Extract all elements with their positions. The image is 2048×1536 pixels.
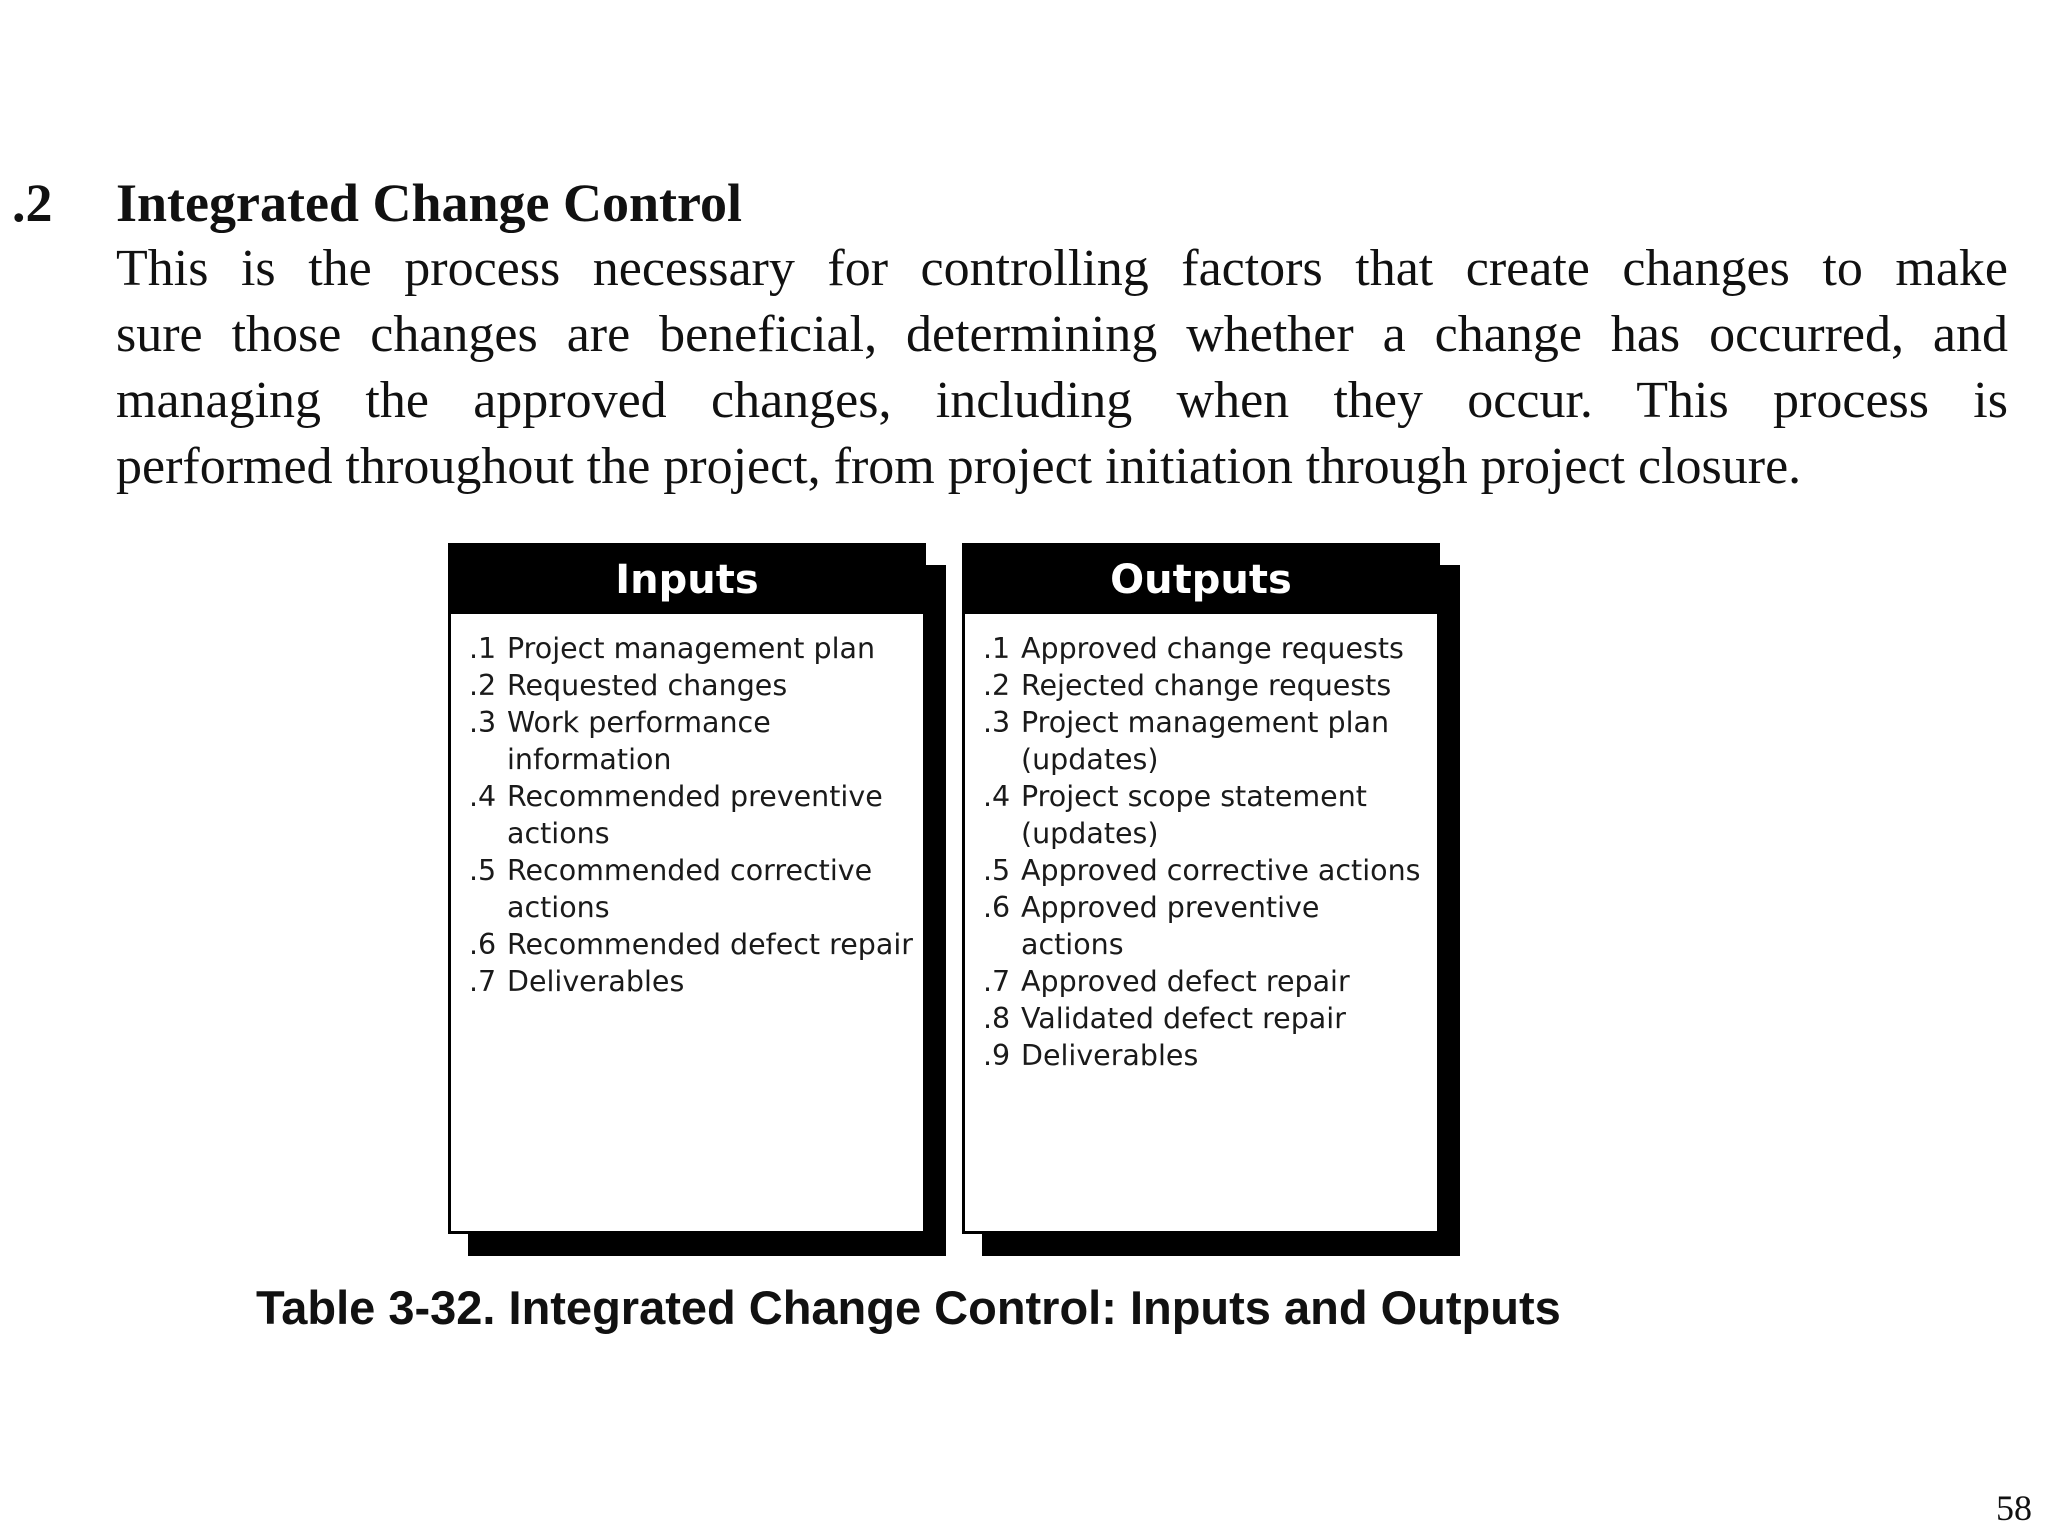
item-text: Deliverables: [507, 965, 685, 998]
paragraph-line: managing the approved changes, including when they occur. This process is: [116, 372, 2008, 429]
list-item: [469, 852, 923, 926]
item-text: Work performance information: [507, 706, 771, 776]
item-text: Approved change requests: [1021, 632, 1404, 665]
item-text: Project management plan (updates): [1021, 706, 1390, 776]
item-text: Rejected change requests: [1021, 669, 1392, 702]
list-item: [983, 963, 1437, 1000]
inputs-header: Inputs: [451, 546, 923, 614]
list-item: [983, 889, 1437, 963]
list-item: [983, 1000, 1437, 1037]
paragraph-line: sure those changes are beneficial, determining whether a change has occurred, and: [116, 306, 2008, 363]
table-caption: Table 3-32. Integrated Change Control: Inputs and Outputs: [256, 1281, 1561, 1334]
section-number: .2: [12, 173, 53, 233]
item-text: Project management plan: [507, 632, 876, 665]
list-item: [469, 704, 923, 778]
list-item: [983, 630, 1437, 667]
item-number: .1: [469, 632, 497, 665]
section-title: Integrated Change Control: [116, 173, 742, 233]
item-number: .2: [983, 669, 1011, 702]
item-text: Deliverables: [1021, 1039, 1199, 1072]
list-item: [469, 926, 923, 963]
item-number: .5: [983, 854, 1011, 887]
list-item: [983, 852, 1437, 889]
paragraph-line: This is the process necessary for controlling factors that create changes to make: [116, 240, 2008, 297]
item-number: .6: [469, 928, 497, 961]
item-number: .4: [983, 780, 1011, 813]
item-text: Approved preventive actions: [1021, 891, 1320, 961]
item-number: .5: [469, 854, 497, 887]
outputs-list: [965, 614, 1437, 1074]
item-text: Project scope statement (updates): [1021, 780, 1367, 850]
item-number: .2: [469, 669, 497, 702]
item-text: Recommended corrective actions: [507, 854, 873, 924]
item-number: .3: [469, 706, 497, 739]
item-text: Approved corrective actions: [1021, 854, 1421, 887]
list-item: [469, 778, 923, 852]
paragraph-line: performed throughout the project, from project initiation through project closure.: [116, 438, 1802, 495]
list-item: [983, 778, 1437, 852]
list-item: [983, 667, 1437, 704]
item-text: Requested changes: [507, 669, 788, 702]
item-number: .7: [983, 965, 1011, 998]
list-item: [469, 963, 923, 1000]
item-text: Validated defect repair: [1021, 1002, 1346, 1035]
page-number: 58: [1996, 1488, 2032, 1528]
inputs-list: [451, 614, 923, 1000]
list-item: [983, 704, 1437, 778]
item-text: Recommended preventive actions: [507, 780, 883, 850]
list-item: [983, 1037, 1437, 1074]
list-item: [469, 667, 923, 704]
item-text: Recommended defect repair: [507, 928, 913, 961]
outputs-box: [962, 543, 1440, 1234]
item-number: .4: [469, 780, 497, 813]
item-number: .7: [469, 965, 497, 998]
item-number: .8: [983, 1002, 1011, 1035]
item-text: Approved defect repair: [1021, 965, 1350, 998]
item-number: .6: [983, 891, 1011, 924]
item-number: .9: [983, 1039, 1011, 1072]
item-number: .1: [983, 632, 1011, 665]
outputs-header: Outputs: [965, 546, 1437, 614]
item-number: .3: [983, 706, 1011, 739]
list-item: [469, 630, 923, 667]
inputs-box: [448, 543, 926, 1234]
